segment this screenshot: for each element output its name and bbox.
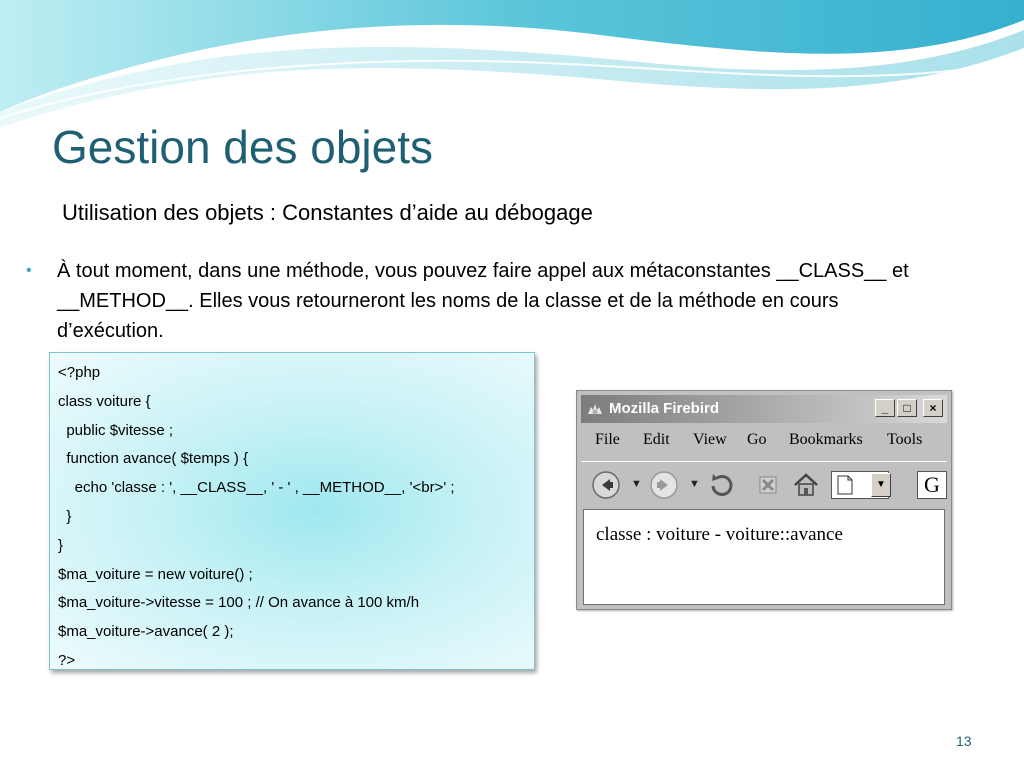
close-button[interactable]: × [923, 399, 943, 417]
code-line: <?php [58, 364, 101, 381]
browser-screenshot [576, 390, 952, 610]
browser-content-area [583, 509, 945, 605]
maximize-button[interactable]: □ [897, 399, 917, 417]
code-line: ?> [58, 651, 76, 669]
minimize-button[interactable]: _ [875, 399, 895, 417]
forward-icon[interactable] [649, 470, 679, 500]
firebird-icon [587, 401, 603, 417]
menu-tools[interactable]: Tools [887, 431, 923, 448]
header-wave-decoration [0, 0, 1024, 130]
home-icon[interactable] [791, 470, 821, 500]
browser-toolbar [581, 461, 947, 504]
menu-bookmarks[interactable]: Bookmarks [789, 431, 863, 448]
code-line: $ma_voiture->avance( 2 ); [58, 623, 234, 641]
browser-titlebar [581, 395, 947, 423]
code-line: echo 'classe : ', __CLASS__, ' - ' , __METHOD__, '<br>' ; [58, 479, 455, 497]
code-line: public $vitesse ; [58, 421, 174, 439]
slide-title: Gestion des objets [52, 121, 434, 173]
menu-edit[interactable]: Edit [643, 431, 670, 448]
browser-output-text: classe : voiture - voiture::avance [596, 524, 843, 545]
bullet-text: À tout moment, dans une méthode, vous pouvez faire appel aux métaconstantes __CLASS__ et __METHOD__. Elles vous retourneront les noms de la classe et de la méthode en cours d’exécution. [57, 260, 909, 342]
code-line: $ma_voiture = new voiture() ; [58, 565, 253, 583]
code-line: } [58, 507, 72, 525]
code-box [49, 352, 535, 670]
code-line: } [58, 536, 64, 554]
code-line: class voiture { [58, 392, 151, 410]
browser-title: Mozilla Firebird [609, 400, 720, 417]
stop-icon[interactable] [753, 470, 783, 500]
browser-menubar [581, 425, 947, 455]
forward-dropdown-icon[interactable]: ▼ [689, 478, 700, 490]
go-button[interactable]: G [917, 471, 947, 499]
slide-page-number: 13 [956, 733, 972, 749]
menu-go[interactable]: Go [747, 431, 767, 448]
page-icon [836, 475, 854, 495]
code-line: $ma_voiture->vitesse = 100 ; // On avance à 100 km/h [58, 594, 420, 612]
address-dropdown-button[interactable]: ▼ [871, 473, 891, 497]
menu-file[interactable]: File [595, 431, 620, 448]
reload-icon[interactable] [707, 470, 737, 500]
code-line: function avance( $temps ) { [58, 450, 249, 468]
menu-view[interactable]: View [693, 431, 727, 448]
slide-subtitle: Utilisation des objets : Constantes d’aide au débogage [62, 200, 593, 225]
back-dropdown-icon[interactable]: ▼ [631, 478, 642, 490]
back-icon[interactable] [591, 470, 621, 500]
bullet-point-icon: • [26, 262, 32, 279]
